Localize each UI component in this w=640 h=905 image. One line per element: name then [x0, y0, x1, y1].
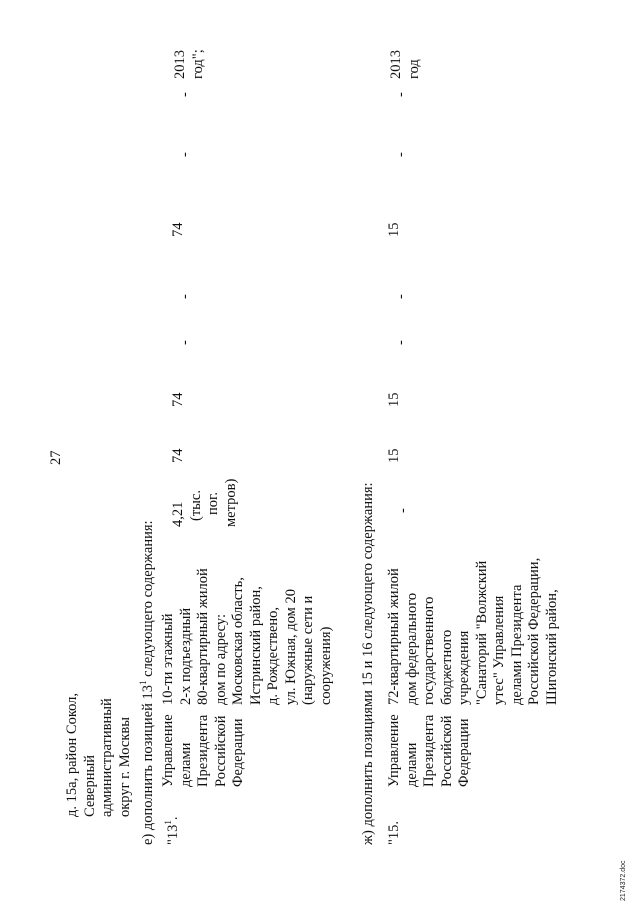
text-line: 2013	[388, 50, 404, 79]
capacity-cell: -	[395, 508, 411, 513]
capacity-cell	[170, 479, 240, 527]
text-line: 2-х подъездный	[177, 607, 194, 705]
text-line: Федерации	[230, 718, 246, 787]
value-cell-7: -	[393, 92, 409, 97]
text-line: 4,21	[170, 501, 186, 527]
text-line: дом по адресу:	[212, 614, 229, 705]
text-line: год	[405, 59, 422, 79]
text-line: делами Президента	[508, 584, 525, 705]
value-cell-5: 15	[386, 222, 402, 237]
intro-text: е) дополнить позицией 13	[140, 684, 156, 845]
text-line: Президента	[421, 714, 437, 787]
value-cell-3: -	[393, 340, 409, 345]
section-e-intro	[140, 520, 158, 845]
text-line: 2013	[172, 50, 188, 79]
intro-sup: 1	[138, 680, 149, 685]
text-line: Истринский район,	[247, 586, 264, 705]
text-line: (тыс.	[187, 490, 204, 521]
row-num: "13	[165, 824, 181, 845]
text-line: утес" Управления	[491, 595, 507, 705]
row-number	[165, 816, 183, 845]
value-cell-2: 15	[386, 392, 402, 407]
text-line: Шигонский район,	[543, 589, 560, 705]
text-line: сооружения)	[317, 626, 334, 705]
text-line: 80-квартирный жилой	[195, 568, 211, 705]
value-cell-4: -	[177, 294, 193, 299]
text-line: Российской	[212, 715, 229, 787]
text-line: дом федерального	[403, 592, 420, 705]
page-number: 27	[48, 450, 64, 465]
value-cell-6: -	[177, 152, 193, 157]
document-code: 2174372.doc	[620, 860, 627, 901]
value-cell-1: 15	[386, 448, 402, 463]
year-cell	[388, 50, 423, 79]
text-line: Северный	[81, 755, 98, 817]
text-line: пог.	[205, 492, 221, 515]
text-line: государственного	[421, 596, 437, 705]
value-cell-6: -	[393, 152, 409, 157]
text-line: д. 15а, район Сокол,	[64, 692, 80, 817]
text-line: округ г. Москвы	[116, 717, 133, 817]
text-line: метров)	[222, 478, 239, 527]
text-line: год";	[189, 49, 206, 79]
text-line: Управление	[386, 714, 402, 787]
text-line: д. Рождествено,	[265, 606, 281, 705]
text-line: "Санаторий "Волжский	[473, 560, 490, 705]
object-cell	[160, 568, 335, 705]
text-line: учреждения	[456, 630, 472, 705]
text-line: Российской	[438, 715, 455, 787]
value-cell-5: 74	[170, 222, 186, 237]
year-cell	[172, 49, 207, 79]
text-line: делами	[403, 742, 420, 787]
top-address-block	[64, 693, 134, 817]
text-line: (наружные сети и	[300, 595, 316, 705]
text-line: бюджетного	[438, 629, 455, 705]
customer-cell	[160, 714, 248, 787]
section-zh-intro: ж) дополнить позициями 15 и 16 следующего содержания:	[360, 482, 376, 845]
intro-tail: следующего содержания:	[140, 520, 156, 681]
text-line: Президента	[195, 714, 211, 787]
text-line: административный	[99, 698, 115, 817]
row-number: "15.	[386, 820, 402, 845]
text-line: ул. Южная, дом 20	[282, 589, 299, 705]
text-line: 10-ти этажный	[160, 613, 176, 705]
text-line: делами	[177, 742, 194, 787]
customer-cell	[386, 714, 474, 787]
row-num-tail: .	[165, 816, 181, 821]
row-num-sup: 1	[163, 820, 174, 825]
text-line: 72-квартирный жилой	[386, 568, 402, 705]
value-cell-7: -	[177, 92, 193, 97]
text-line: Российской Федерации,	[526, 557, 542, 705]
text-line: Московская область,	[230, 577, 246, 705]
text-line: Федерации	[456, 718, 472, 787]
value-cell-4: -	[393, 294, 409, 299]
object-cell	[386, 558, 561, 705]
text-line: Управление	[160, 714, 176, 787]
value-cell-3: -	[177, 340, 193, 345]
value-cell-1: 74	[170, 448, 186, 463]
value-cell-2: 74	[170, 392, 186, 407]
